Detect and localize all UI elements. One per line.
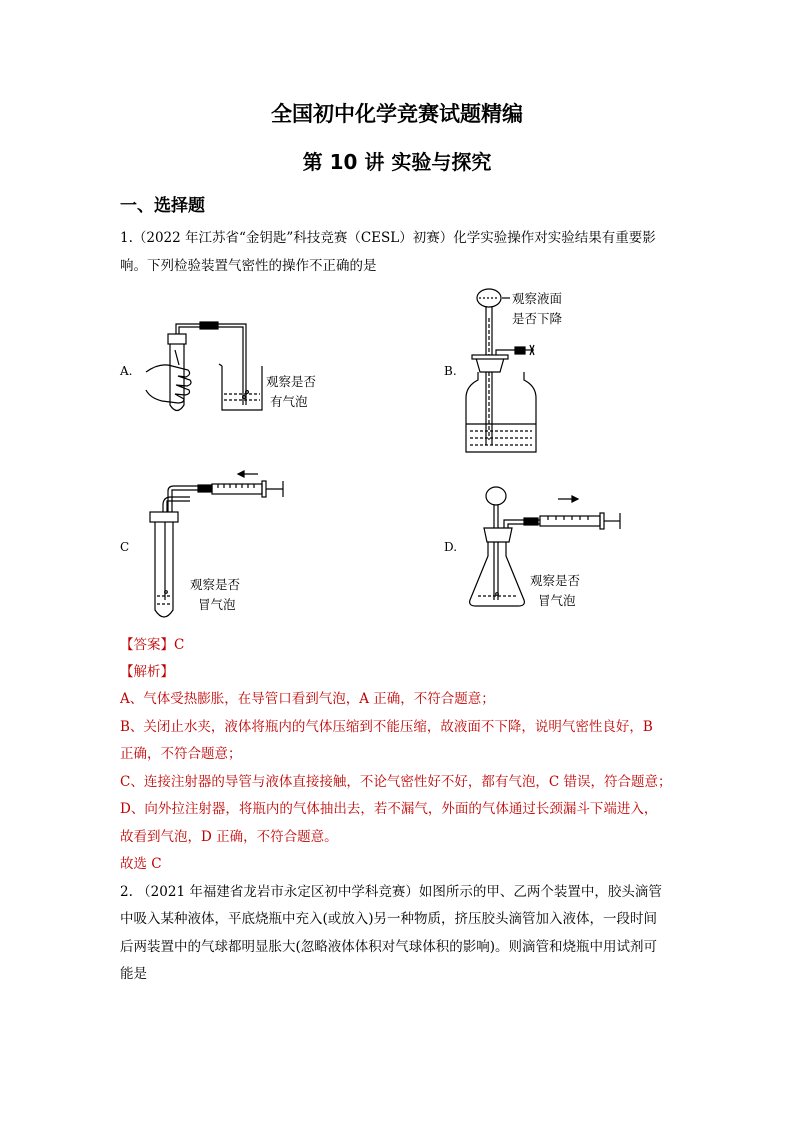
- analysis-heading: 【解析】: [120, 664, 174, 680]
- option-d-label: D.: [444, 540, 458, 554]
- figure-a-note-2: 有气泡: [270, 394, 308, 409]
- figure-c-note-2: 冒气泡: [198, 597, 236, 612]
- analysis-line: 正确，不符合题意；: [120, 746, 242, 762]
- option-a-label: A.: [120, 364, 133, 378]
- q1-stem-line1: 1.（2022 年江苏省“金钥匙”科技竞赛（CESL）初赛）化学实验操作对实验结果有重要影: [120, 230, 656, 246]
- analysis-line: C、连接注射器的导管与液体直接接触，不论气密性好不好，都有气泡，C 错误，符合题意；: [120, 774, 672, 790]
- choice-line: 故选 C: [120, 856, 162, 872]
- figure-b-note-2: 是否下降: [512, 311, 563, 326]
- figure-d-note-1: 观察是否: [530, 573, 581, 588]
- analysis-line: D、向外拉注射器，将瓶内的气体抽出去，若不漏气，外面的气体通过长颈漏斗下端进入，: [120, 801, 658, 817]
- q1-stem-line2: 响。下列检验装置气密性的操作不正确的是: [120, 258, 377, 274]
- figure-b-note-1: 观察液面: [512, 291, 563, 306]
- section-heading: 一、选择题: [120, 196, 205, 216]
- analysis-line: 故看到气泡，D 正确，不符合题意。: [120, 829, 338, 845]
- q2-stem-line: 后两装置中的气球都明显胀大(忽略液体体积对气球体积的影响)。则滴管和烧瓶中用试剂可: [120, 939, 658, 955]
- q2-stem-line: 2. （2021 年福建省龙岩市永定区初中学科竞赛）如图所示的甲、乙两个装置中，胶头滴管: [120, 884, 662, 900]
- option-c-label: C: [120, 540, 130, 554]
- q2-stem-line: 中吸入某种液体，平底烧瓶中充入(或放入)另一种物质，挤压胶头滴管加入液体，一段时间: [120, 911, 658, 927]
- page-title: 全国初中化学竞赛试题精编: [271, 102, 523, 126]
- option-b-label: B.: [444, 364, 457, 378]
- analysis-line: B、关闭止水夹，液体将瓶内的气体压缩到不能压缩，故液面不下降，说明气密性良好，B: [120, 719, 653, 735]
- figure-c-note-1: 观察是否: [190, 577, 241, 592]
- figure-d-note-2: 冒气泡: [538, 593, 576, 608]
- figure-a-note-1: 观察是否: [266, 374, 317, 389]
- answer-line: 【答案】C: [120, 637, 185, 653]
- lesson-subtitle: 第 10 讲 实验与探究: [302, 150, 492, 174]
- analysis-line: A、气体受热膨胀，在导管口看到气泡，A 正确，不符合题意；: [120, 691, 495, 707]
- q2-stem-line: 能是: [120, 966, 147, 982]
